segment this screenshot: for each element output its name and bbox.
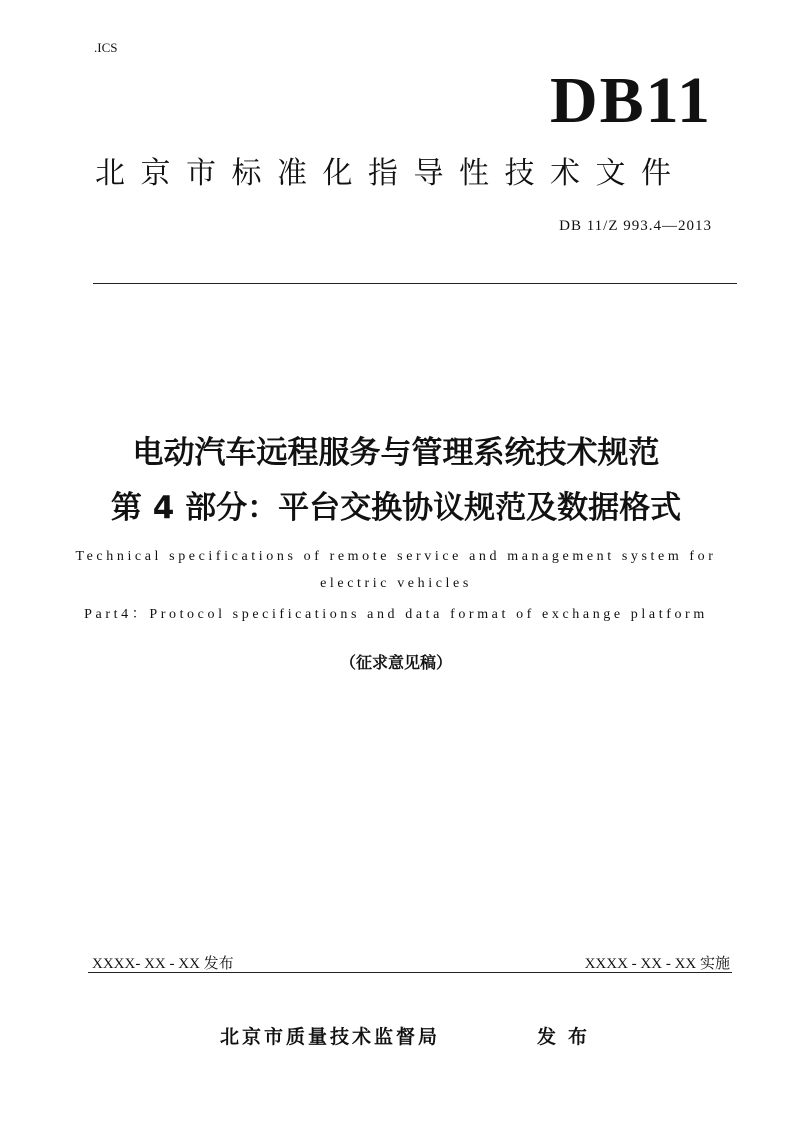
english-title-line-1: Technical specifications of remote service and management system for [75, 549, 717, 564]
chinese-title-line-2: 第 4 部分：平台交换协议规范及数据格式 [110, 490, 682, 526]
document-number: DB 11/Z 993.4—2013 [559, 218, 712, 234]
publish-date: XXXX- XX - XX 发布 [92, 956, 234, 972]
english-title-line-3: Part4：Protocol specifications and data format of exchange platform [84, 607, 708, 622]
chinese-title-line-1: 电动汽车远程服务与管理系统技术规范 [132, 435, 660, 471]
standard-logo: DB11 [549, 64, 712, 137]
english-title-line-2: electric vehicles [320, 576, 472, 591]
header-divider [93, 283, 737, 284]
issue-label: 发布 [537, 1026, 600, 1048]
footer-divider [88, 972, 732, 973]
document-type: 北京市标准化指导性技术文件 [95, 156, 687, 191]
draft-label: （征求意见稿） [339, 653, 452, 672]
issuing-authority: 北京市质量技术监督局 [220, 1026, 441, 1048]
implement-date: XXXX - XX - XX 实施 [584, 956, 730, 972]
ics-code: .ICS [94, 40, 118, 55]
